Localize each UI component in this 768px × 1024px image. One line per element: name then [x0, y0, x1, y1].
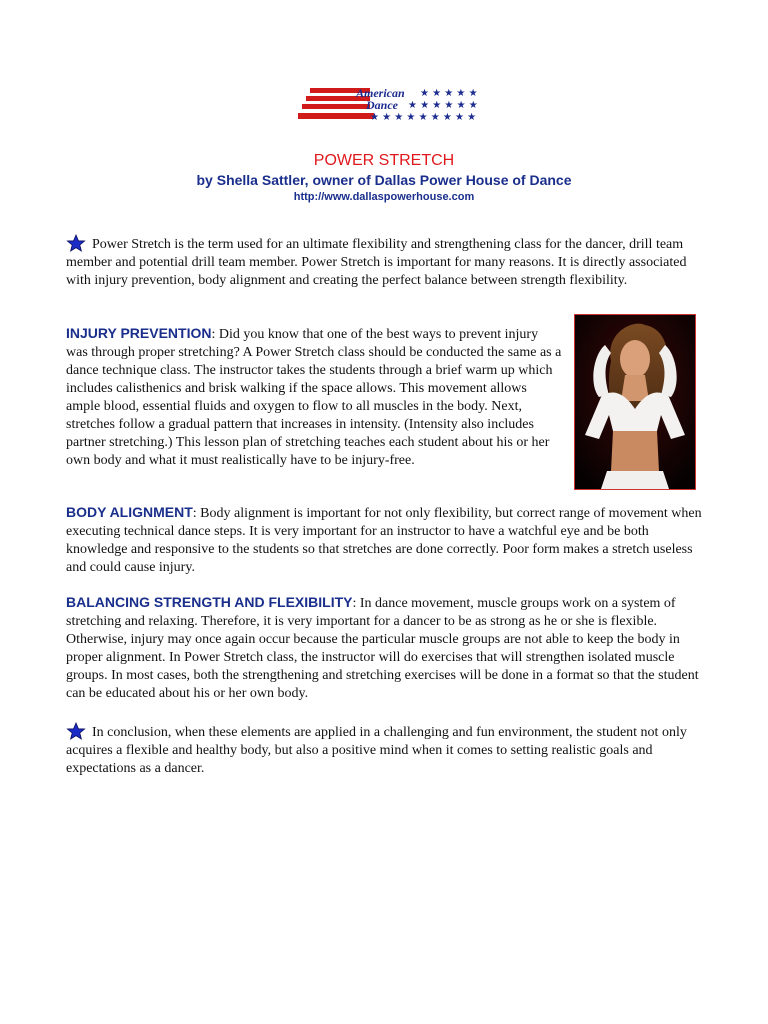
balancing-heading: BALANCING STRENGTH AND FLEXIBILITY [66, 594, 353, 610]
website-link[interactable]: http://www.dallaspowerhouse.com [293, 191, 475, 203]
balancing-text: : In dance movement, muscle groups work on a system of stretching and relaxing. Therefore, it is very important for a dancer to be as strong as he or she is flexible. Otherwise, injury may once again occur because the particular muscle groups are not able to keep the body in proper alignment. In Power Stretch class, the instructor will do exercises that will strengthen isolated muscle groups. In most cases, both the strengthening and stretching exercises will be done in a format so that the student can be educated about his or her own body. [66, 596, 699, 701]
document-title: POWER STRETCH [313, 152, 455, 169]
logo-graphic [296, 84, 486, 126]
logo-word-dance: Dance [366, 98, 398, 112]
balancing-paragraph [66, 593, 702, 703]
svg-text:★ ★ ★ ★ ★ ★: ★ ★ ★ ★ ★ ★ [408, 100, 478, 111]
logo-word-american: American [356, 86, 405, 100]
body-alignment-text: : Body alignment is important for not only flexibility, but correct range of movement when executing technical dance steps. It is very important for an instructor to have a watchful eye and be both knowledge and responsive to the students so that stretches are done correctly. Poor form makes a stretch useless and could cause injury. [66, 506, 702, 575]
injury-prevention-text: : Did you know that one of the best ways to prevent injury was through proper stretching? A Power Stretch class should be conducted the same as a dance technique class. The instructor takes the students through a brief warm up which includes calisthenics and brisk walking if the space allows. This movement allows ample blood, essential fluids and oxygen to flow to all muscles in the body. Next, stretches follow a gradual pattern that increases in intensity. (Intensity also includes partner stretching.) This lesson plan of stretching teaches each student about his or her own body and what it must realistically have to be injury-free. [66, 327, 562, 468]
intro-text: Power Stretch is the term used for an ultimate flexibility and strengthening class for the dancer, drill team member and potential drill team member. Power Stretch is important for many reasons. It is directly associated with injury prevention, body alignment and creating the perfect balance between strength flexibility. [66, 237, 687, 288]
body-alignment-paragraph [66, 503, 702, 577]
american-dance-logo [296, 84, 486, 126]
dancer-photo [574, 314, 696, 490]
body-alignment-heading: BODY ALIGNMENT [66, 504, 193, 520]
intro-paragraph [66, 234, 702, 290]
svg-text:★ ★ ★ ★ ★ ★ ★ ★ ★: ★ ★ ★ ★ ★ ★ ★ ★ ★ [370, 112, 477, 123]
blue-star-icon [66, 722, 86, 740]
conclusion-text: In conclusion, when these elements are applied in a challenging and fun environment, the student not only acquires a flexible and healthy body, but also a positive mind when it comes to setting realistic goals and expectations as a dancer. [66, 725, 687, 776]
document-byline: by Shella Sattler, owner of Dallas Power House of Dance [196, 172, 572, 188]
injury-prevention-heading: INJURY PREVENTION [66, 325, 212, 341]
svg-text:★ ★ ★ ★ ★: ★ ★ ★ ★ ★ [420, 88, 478, 99]
conclusion-paragraph [66, 722, 702, 778]
blue-star-icon [66, 234, 86, 252]
injury-prevention-paragraph [66, 324, 562, 470]
